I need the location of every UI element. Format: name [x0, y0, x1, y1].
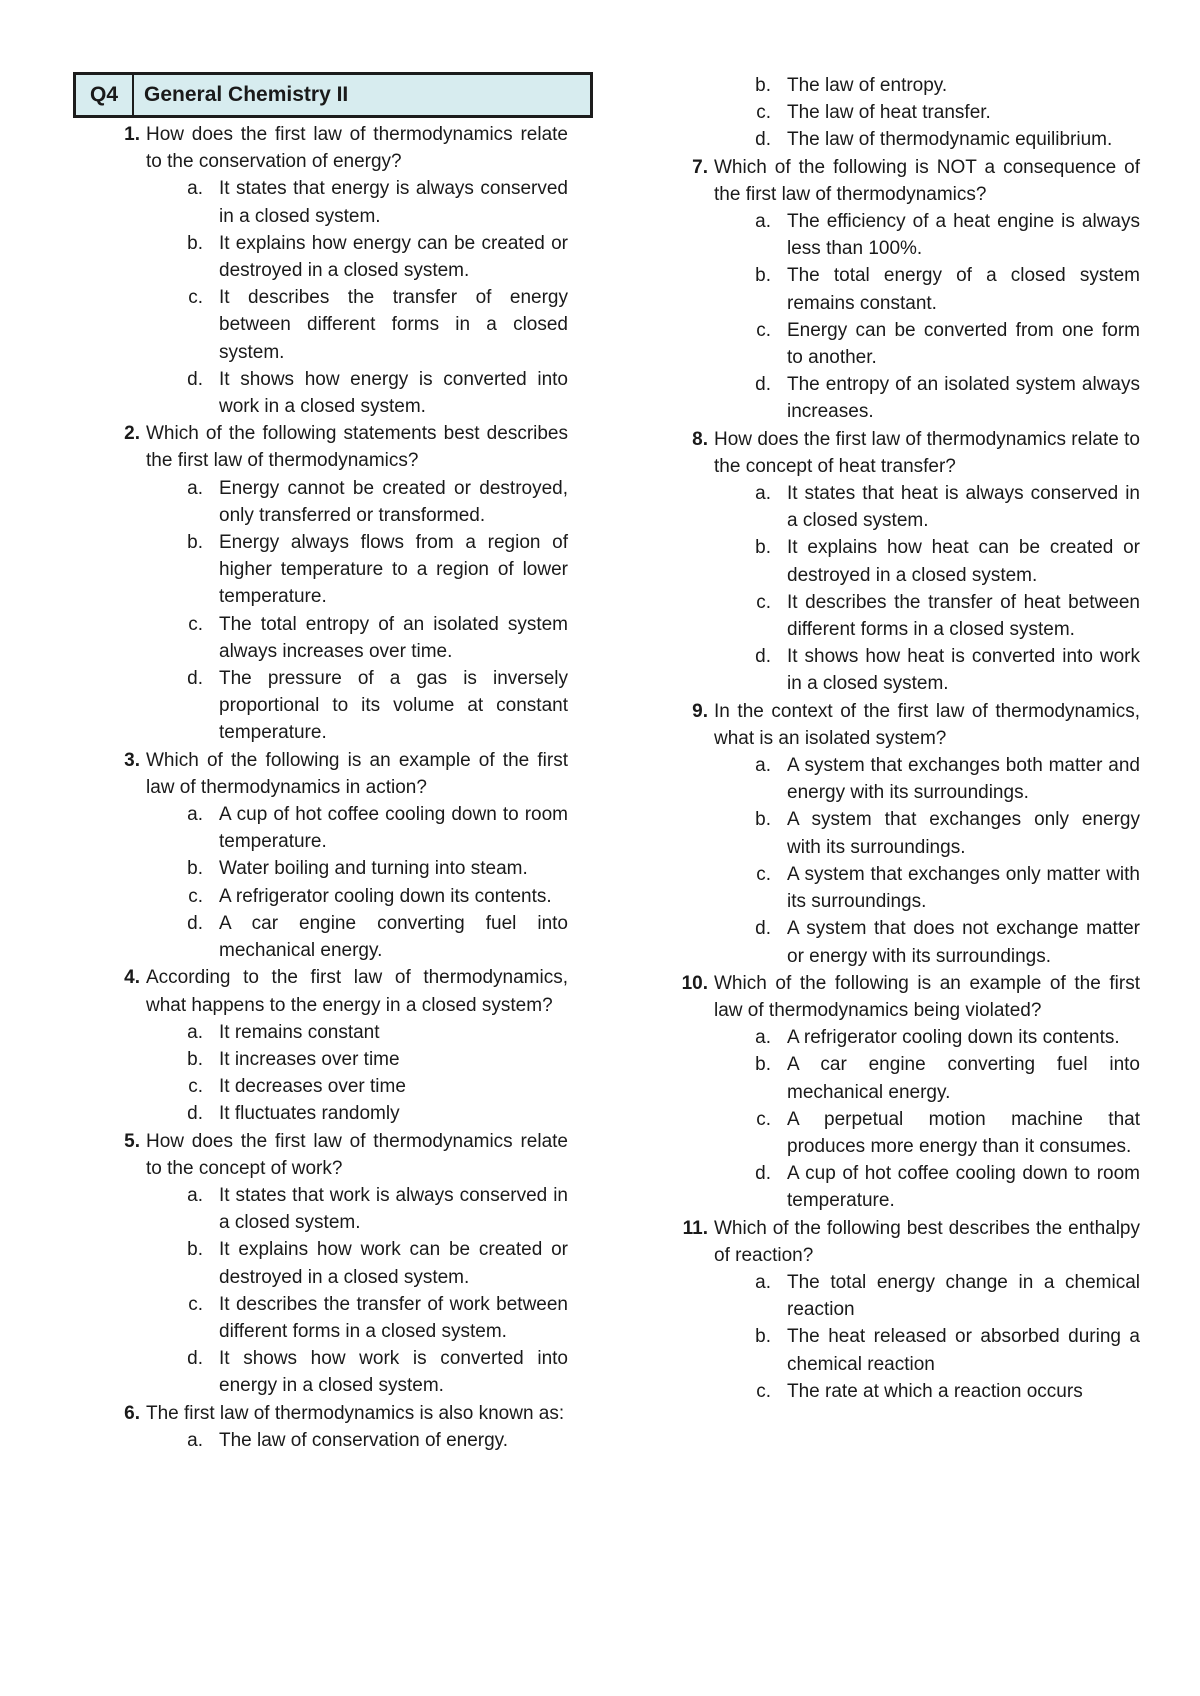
- option-text: The law of thermodynamic equilibrium.: [787, 129, 1113, 151]
- option-text: The pressure of a gas is inversely proportional to its volume at constant temperature.: [219, 668, 568, 744]
- option-letter: b.: [755, 75, 771, 96]
- answer-option: [100, 855, 568, 882]
- question-item: [100, 964, 568, 1127]
- option-letter: d.: [755, 129, 771, 151]
- question-text: Which of the following is NOT a consequence of the first law of thermodynamics?: [714, 156, 1140, 205]
- answer-option: [100, 1291, 568, 1345]
- question-number: 10.: [681, 972, 708, 994]
- option-text: A refrigerator cooling down its contents.: [219, 885, 552, 907]
- answer-option: [100, 1345, 568, 1399]
- answer-option: [100, 611, 568, 665]
- option-text: It explains how work can be created or destroyed in a closed system.: [219, 1239, 568, 1288]
- answer-option: [668, 1323, 1140, 1377]
- answer-option: [100, 1236, 568, 1290]
- option-letter: a.: [187, 804, 203, 826]
- option-text: The entropy of an isolated system always increases.: [787, 374, 1140, 423]
- question-item: [100, 1128, 568, 1400]
- option-text: The law of heat transfer.: [787, 102, 991, 124]
- answer-option: [100, 529, 568, 611]
- option-letter: c.: [188, 287, 203, 309]
- answer-option: [100, 1046, 568, 1073]
- answer-option: [668, 1024, 1140, 1051]
- question-text: In the context of the first law of thermodynamics, what is an isolated system?: [714, 700, 1140, 749]
- section-header: [73, 72, 593, 118]
- option-letter: c.: [188, 885, 203, 907]
- answer-option: [668, 643, 1140, 697]
- option-text: Energy always flows from a region of higher temperature to a region of lower temperature.: [219, 532, 568, 608]
- question-number: 6.: [124, 1402, 140, 1424]
- option-text: It shows how heat is converted into work in a closed system.: [787, 646, 1140, 695]
- option-letter: b.: [755, 1054, 771, 1076]
- answer-option: [668, 806, 1140, 860]
- option-text: It describes the transfer of energy between different forms in a closed system.: [219, 287, 568, 363]
- option-text: The efficiency of a heat engine is always less than 100%.: [787, 211, 1140, 260]
- answer-option: [668, 1051, 1140, 1105]
- option-letter: c.: [756, 319, 771, 341]
- answer-options: [146, 1182, 568, 1400]
- option-letter: b.: [187, 532, 203, 554]
- option-text: It increases over time: [219, 1048, 400, 1070]
- answer-option: [668, 589, 1140, 643]
- option-letter: c.: [756, 1108, 771, 1130]
- answer-options: [714, 208, 1140, 426]
- option-letter: a.: [755, 1271, 771, 1293]
- answer-options: [146, 1019, 568, 1128]
- question-text: According to the first law of thermodynamics, what happens to the energy in a closed system?: [146, 967, 568, 1016]
- option-text: A cup of hot coffee cooling down to room temperature.: [787, 1163, 1140, 1212]
- option-text: The rate at which a reaction occurs: [787, 1380, 1083, 1402]
- answer-option: [100, 175, 568, 229]
- answer-option: [100, 1182, 568, 1236]
- option-letter: d.: [187, 1348, 203, 1370]
- answer-option: [668, 262, 1140, 316]
- question-text: Which of the following is an example of the first law of thermodynamics in action?: [146, 749, 568, 798]
- option-text: It describes the transfer of work between different forms in a closed system.: [219, 1293, 568, 1342]
- answer-option: [668, 1106, 1140, 1160]
- option-text: A system that exchanges both matter and energy with its surroundings.: [787, 755, 1140, 804]
- option-text: A system that exchanges only matter with its surroundings.: [787, 863, 1140, 913]
- option-letter: d.: [755, 1163, 771, 1185]
- option-text: A system that does not exchange matter or energy with its surroundings.: [787, 918, 1140, 967]
- option-letter: a.: [187, 1429, 203, 1451]
- option-letter: c.: [756, 591, 771, 613]
- answer-options: [146, 175, 568, 420]
- option-letter: b.: [755, 809, 771, 831]
- question-text: The first law of thermodynamics is also known as:: [146, 1402, 565, 1424]
- option-letter: c.: [756, 863, 771, 885]
- subject-title: General Chemistry II: [144, 83, 349, 106]
- question-number: 7.: [692, 156, 708, 178]
- question-number: 4.: [124, 967, 140, 989]
- question-number: 5.: [124, 1130, 140, 1152]
- option-letter: b.: [187, 858, 203, 880]
- option-letter: b.: [187, 1239, 203, 1261]
- answer-option: [100, 883, 568, 910]
- answer-option: [100, 1019, 568, 1046]
- option-text: Energy can be converted from one form to another.: [787, 319, 1140, 369]
- option-text: It shows how energy is converted into work in a closed system.: [219, 368, 568, 418]
- question-text: Which of the following is an example of the first law of thermodynamics being violated?: [714, 972, 1140, 1021]
- answer-option: [100, 910, 568, 964]
- option-text: It states that heat is always conserved in a closed system.: [787, 483, 1140, 532]
- question-item: [668, 970, 1140, 1215]
- option-text: It shows how work is converted into energy in a closed system.: [219, 1348, 568, 1397]
- question-text: Which of the following best describes the enthalpy of reaction?: [714, 1217, 1140, 1266]
- answer-option: [100, 230, 568, 284]
- option-letter: a.: [755, 211, 771, 233]
- answer-option: [100, 1427, 568, 1454]
- option-letter: c.: [188, 1293, 203, 1315]
- answer-options: [714, 480, 1140, 698]
- option-text: It fluctuates randomly: [219, 1103, 400, 1125]
- option-text: The total entropy of an isolated system always increases over time.: [219, 613, 568, 662]
- answer-option: [668, 534, 1140, 588]
- quarter-code: Q4: [76, 75, 134, 115]
- answer-options: [146, 475, 568, 747]
- option-text: It explains how energy can be created or destroyed in a closed system.: [219, 232, 568, 282]
- option-letter: d.: [187, 668, 203, 690]
- question-number: 9.: [692, 700, 708, 722]
- option-letter: d.: [187, 912, 203, 934]
- answer-options: [714, 752, 1140, 970]
- option-text: It states that energy is always conserved in a closed system.: [219, 178, 568, 227]
- option-text: The total energy of a closed system remains constant.: [787, 265, 1140, 314]
- answer-option: [100, 366, 568, 420]
- question-item: [100, 121, 568, 420]
- option-text: The law of entropy.: [787, 75, 948, 96]
- option-letter: d.: [755, 646, 771, 668]
- answer-option: [668, 1160, 1140, 1214]
- answer-option: [668, 208, 1140, 262]
- question-text: How does the first law of thermodynamics relate to the concept of work?: [146, 1130, 568, 1179]
- answer-option: [668, 480, 1140, 534]
- option-letter: a.: [187, 477, 203, 499]
- answer-option: [100, 801, 568, 855]
- question-number: 8.: [692, 428, 708, 450]
- option-text: It states that work is always conserved in a closed system.: [219, 1184, 568, 1234]
- option-text: A car engine converting fuel into mechanical energy.: [219, 912, 568, 962]
- answer-option: [668, 1378, 1140, 1405]
- option-letter: a.: [755, 1027, 771, 1049]
- answer-option: [668, 752, 1140, 806]
- question-item: [668, 154, 1140, 426]
- question-text: Which of the following statements best describes the first law of thermodynamics?: [146, 423, 568, 472]
- option-letter: b.: [187, 1048, 203, 1070]
- question-item: [100, 747, 568, 965]
- option-letter: c.: [188, 1076, 203, 1098]
- answer-option: [100, 1100, 568, 1127]
- answer-option: [668, 72, 1140, 99]
- right-column: [668, 72, 1140, 1405]
- option-text: Energy cannot be created or destroyed, only transferred or transformed.: [219, 477, 568, 526]
- option-letter: a.: [187, 1021, 203, 1043]
- option-letter: b.: [755, 265, 771, 287]
- question-item: [100, 1400, 568, 1454]
- option-letter: d.: [755, 918, 771, 940]
- option-letter: a.: [187, 1184, 203, 1206]
- option-text: It explains how heat can be created or destroyed in a closed system.: [787, 537, 1140, 586]
- answer-option: [100, 665, 568, 747]
- answer-option: [100, 475, 568, 529]
- answer-option: [668, 861, 1140, 915]
- left-column: [100, 121, 568, 1454]
- option-text: The law of conservation of energy.: [219, 1429, 509, 1451]
- option-text: Water boiling and turning into steam.: [219, 858, 528, 880]
- answer-option: [668, 99, 1140, 126]
- option-text: It decreases over time: [219, 1076, 406, 1098]
- answer-option: [668, 317, 1140, 371]
- question-text: How does the first law of thermodynamics relate to the conservation of energy?: [146, 124, 568, 173]
- option-letter: d.: [187, 368, 203, 390]
- option-text: It remains constant: [219, 1021, 380, 1043]
- option-text: A refrigerator cooling down its contents.: [787, 1027, 1120, 1049]
- option-text: The total energy change in a chemical reaction: [787, 1271, 1140, 1321]
- option-letter: a.: [755, 483, 771, 505]
- question-number: 2.: [124, 423, 140, 445]
- option-text: A perpetual motion machine that produces more energy than it consumes.: [787, 1108, 1140, 1157]
- answer-options: [146, 1427, 568, 1454]
- answer-option: [668, 371, 1140, 425]
- question-item: [100, 420, 568, 746]
- answer-options: [714, 1024, 1140, 1214]
- answer-options: [714, 1269, 1140, 1405]
- answer-options: [146, 801, 568, 964]
- option-letter: a.: [187, 178, 203, 200]
- option-text: It describes the transfer of heat between different forms in a closed system.: [787, 591, 1140, 641]
- question-item: [668, 426, 1140, 698]
- answer-option: [668, 1269, 1140, 1323]
- option-letter: d.: [755, 374, 771, 396]
- option-letter: b.: [187, 232, 203, 254]
- answer-option: [668, 126, 1140, 153]
- answer-option: [100, 1073, 568, 1100]
- option-letter: d.: [187, 1103, 203, 1125]
- option-letter: b.: [755, 537, 771, 559]
- option-text: A car engine converting fuel into mechanical energy.: [787, 1054, 1140, 1103]
- option-text: A cup of hot coffee cooling down to room temperature.: [219, 804, 568, 853]
- question-text: How does the first law of thermodynamics relate to the concept of heat transfer?: [714, 428, 1140, 477]
- option-letter: a.: [755, 755, 771, 777]
- option-letter: c.: [188, 613, 203, 635]
- question-number: 1.: [124, 124, 140, 145]
- continued-options: [668, 72, 1140, 154]
- question-item: [668, 1215, 1140, 1405]
- question-item: [668, 698, 1140, 970]
- question-number: 11.: [682, 1217, 708, 1239]
- option-letter: b.: [755, 1326, 771, 1348]
- option-text: The heat released or absorbed during a chemical reaction: [787, 1326, 1140, 1375]
- option-letter: c.: [756, 102, 771, 124]
- answer-option: [100, 284, 568, 366]
- option-letter: c.: [756, 1380, 771, 1402]
- option-text: A system that exchanges only energy with its surroundings.: [787, 809, 1140, 858]
- answer-option: [668, 915, 1140, 969]
- question-number: 3.: [124, 749, 140, 771]
